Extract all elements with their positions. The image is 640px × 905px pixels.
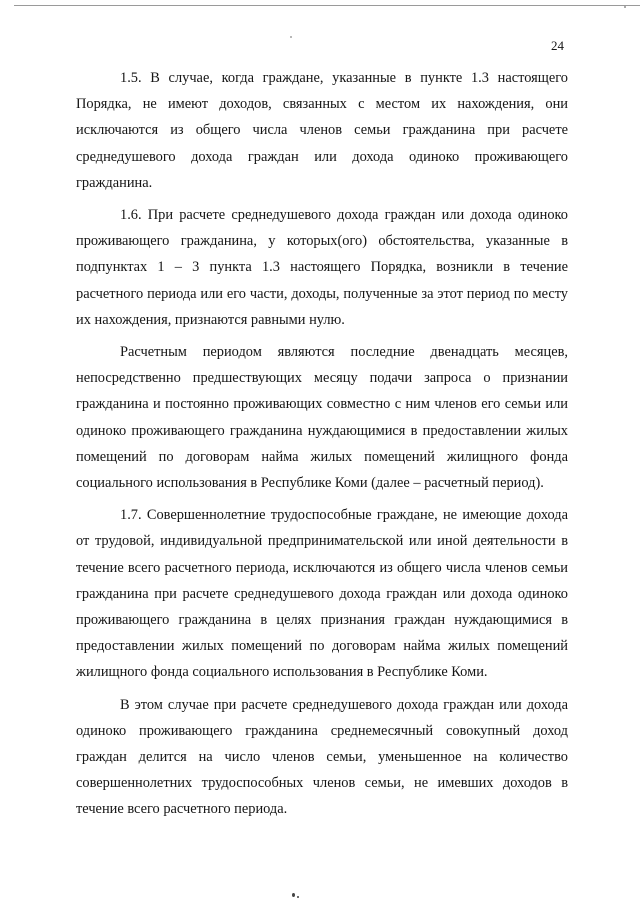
scan-speck bbox=[624, 6, 626, 8]
paragraph-1-7: 1.7. Совершеннолетние трудоспособные граждане, не имеющие дохода от трудовой, индивидуальной предпринимательской или иной деятельности в течение всего расчетного периода, исключаются из общего числа членов семьи гражданина при расчете среднедушевого дохода граждан или дохода одиноко проживающего гражданина в целях признания граждан нуждающимися в предоставлении жилых помещений по договорам найма жилых помещений жилищного фонда социального использования в Республике Коми. bbox=[76, 507, 568, 681]
scan-top-edge-line bbox=[14, 5, 640, 6]
page-number: 24 bbox=[551, 38, 564, 53]
paragraph-calculation-period: Расчетным периодом являются последние двенадцать месяцев, непосредственно предшествующих месяцу подачи запроса о признании гражданина и постоянно проживающих совместно с ним членов его семьи или одиноко проживающего гражданина нуждающимися в предоставлении жилых помещений по договорам найма жилых помещений жилищного фонда социального использования в Республике Коми (далее – расчетный период). bbox=[76, 344, 568, 492]
document-body bbox=[76, 65, 568, 823]
scan-speck bbox=[297, 896, 299, 898]
paragraph-1-6: 1.6. При расчете среднедушевого дохода граждан или дохода одиноко проживающего гражданина, у которых(ого) обстоятельства, указанные в подпунктах 1 – 3 пункта 1.3 настоящего Порядка, возникли в течение расчетного периода или его части, доходы, полученные за этот период по месту их нахождения, признаются равными нулю. bbox=[76, 207, 568, 328]
paragraph-1-5: 1.5. В случае, когда граждане, указанные в пункте 1.3 настоящего Порядка, не имеют доходов, связанных с местом их нахождения, они исключаются из общего числа членов семьи гражданина при расчете среднедушевого дохода граждан или дохода одиноко проживающего гражданина. bbox=[76, 70, 568, 191]
paragraph-in-this-case: В этом случае при расчете среднедушевого дохода граждан или дохода одиноко проживающего гражданина среднемесячный совокупный доход граждан делится на число членов семьи, уменьшенное на количество совершеннолетних трудоспособных членов семьи, не имевших доходов в течение всего расчетного периода. bbox=[76, 696, 568, 818]
scan-speck bbox=[290, 36, 292, 38]
scan-speck bbox=[292, 893, 295, 897]
